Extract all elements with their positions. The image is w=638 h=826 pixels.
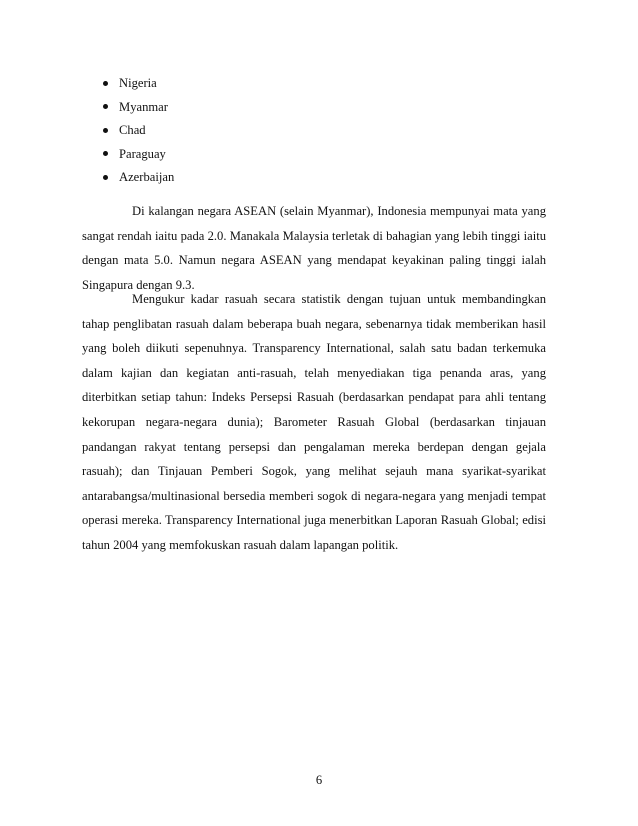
paragraph-measuring-corruption: Mengukur kadar rasuah secara statistik dengan tujuan untuk membandingkan tahap penglibatan rasuah dalam beberapa buah negara, sebenarnya tidak memberikan hasil yang boleh diikuti sepenuhnya. Transparency International, salah satu badan terkemuka dalam kajian dan kegiatan anti-rasuah, telah menyediakan tiga penanda aras, yang diterbitkan setiap tahun: Indeks Persepsi Rasuah (berdasarkan pendapat para ahli tentang kekorupan negara-negara dunia); Barometer Rasuah Global (berdasarkan tinjauan pandangan rakyat tentang persepsi dan pengalaman mereka berdepan dengan gejala rasuah); dan Tinjauan Pemberi Sogok, yang melihat sejauh mana syarikat-syarikat antarabangsa/multinasional bersedia memberi sogok di negara-negara yang menjadi tempat operasi mereka. Transparency International juga menerbitkan Laporan Rasuah Global; edisi tahun 2004 yang memfokuskan rasuah dalam lapangan politik. <box>82 292 546 552</box>
bullet-icon <box>103 81 108 86</box>
bullet-icon <box>103 104 108 109</box>
list-item <box>103 166 174 190</box>
list-item <box>103 143 174 167</box>
bullet-icon <box>103 128 108 133</box>
bullet-icon <box>103 151 108 156</box>
list-item <box>103 96 174 120</box>
list-item-text: Myanmar <box>119 99 168 114</box>
list-item-text: Paraguay <box>119 146 166 161</box>
list-item <box>103 72 174 96</box>
page-number: 6 <box>315 773 323 787</box>
paragraph-asean-scores: Di kalangan negara ASEAN (selain Myanmar), Indonesia mempunyai mata yang sangat rendah iaitu pada 2.0. Manakala Malaysia terletak di bahagian yang lebih tinggi iaitu dengan mata 5.0. Namun negara ASEAN yang mendapat keyakinan paling tinggi ialah Singapura dengan 9.3. <box>82 204 546 292</box>
list-item-text: Nigeria <box>119 76 157 90</box>
list-item-text: Azerbaijan <box>119 170 175 184</box>
list-item <box>103 119 174 143</box>
bullet-icon <box>103 175 108 180</box>
list-item-text: Chad <box>119 123 146 137</box>
country-bullet-list <box>103 72 174 190</box>
